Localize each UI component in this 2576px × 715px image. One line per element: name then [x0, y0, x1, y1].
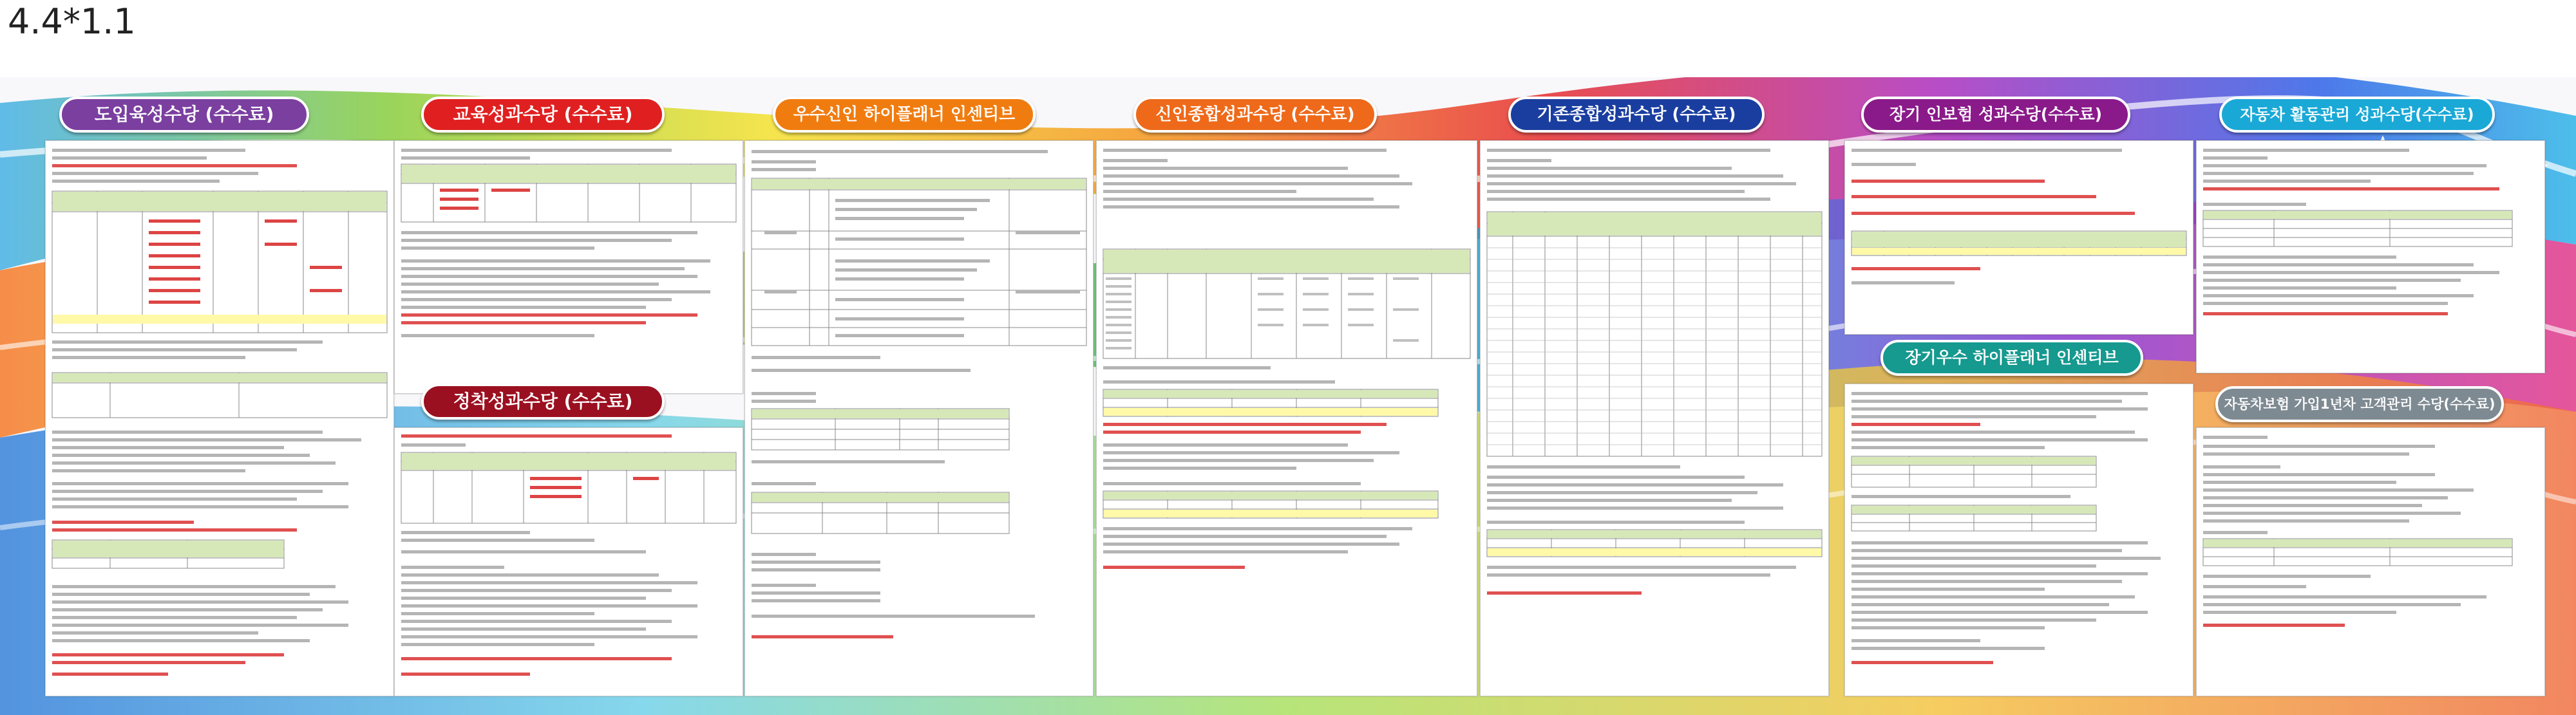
banner-auto-first-year — [2215, 386, 2504, 422]
document-body-graphic — [1845, 141, 2193, 334]
banner-long-term-insurance — [1861, 97, 2130, 133]
banner-education — [421, 97, 665, 133]
banner-excellent-hiplanner — [773, 97, 1036, 133]
card-education — [394, 140, 743, 394]
banner-existing-comprehensive-label: 기존종합성과수당 (수수료) — [1537, 105, 1736, 124]
card-excellent-hiplanner — [744, 140, 1094, 696]
banner-long-term-hiplanner — [1880, 340, 2143, 376]
card-existing-comprehensive — [1480, 140, 1829, 696]
banner-auto-first-year-label: 자동차보험 가입1년차 고객관리 수당(수수료) — [2224, 396, 2496, 412]
document-body-graphic — [46, 141, 393, 696]
document-body-graphic — [1097, 141, 1477, 696]
banner-settlement-label: 정착성과수당 (수수료) — [453, 391, 633, 412]
banner-settlement — [421, 384, 665, 420]
card-settlement — [394, 427, 743, 696]
card-long-term-hiplanner — [1844, 384, 2193, 696]
banner-introduction — [59, 97, 309, 133]
banner-introduction-label: 도입육성수당 (수수료) — [94, 104, 274, 125]
document-body-graphic — [2197, 141, 2544, 373]
card-introduction — [45, 140, 394, 696]
banner-auto-activity — [2219, 97, 2495, 133]
banner-long-term-hiplanner-label: 장기우수 하이플래너 인센티브 — [1905, 348, 2119, 367]
card-auto-activity — [2196, 140, 2545, 373]
card-long-term-insurance — [1844, 140, 2193, 335]
banner-new-comprehensive — [1133, 97, 1377, 133]
card-auto-first-year — [2196, 427, 2545, 696]
banner-education-label: 교육성과수당 (수수료) — [453, 104, 633, 125]
banner-existing-comprehensive — [1508, 97, 1765, 133]
banner-auto-activity-label: 자동차 활동관리 성과수당(수수료) — [2240, 106, 2474, 124]
banner-excellent-hiplanner-label: 우수신인 하이플래너 인센티브 — [793, 105, 1016, 124]
document-body-graphic — [1845, 384, 2193, 696]
document-body-graphic — [745, 141, 1093, 696]
banner-long-term-insurance-label: 장기 인보험 성과수당(수수료) — [1889, 105, 2103, 124]
document-body-graphic — [395, 428, 743, 696]
card-new-comprehensive — [1096, 140, 1477, 696]
page-title: 4.4*1.1 — [8, 1, 136, 42]
document-body-graphic — [2197, 428, 2544, 696]
document-body-graphic — [395, 141, 743, 393]
banner-new-comprehensive-label: 신인종합성과수당 (수수료) — [1155, 105, 1355, 124]
document-body-graphic — [1481, 141, 1828, 696]
